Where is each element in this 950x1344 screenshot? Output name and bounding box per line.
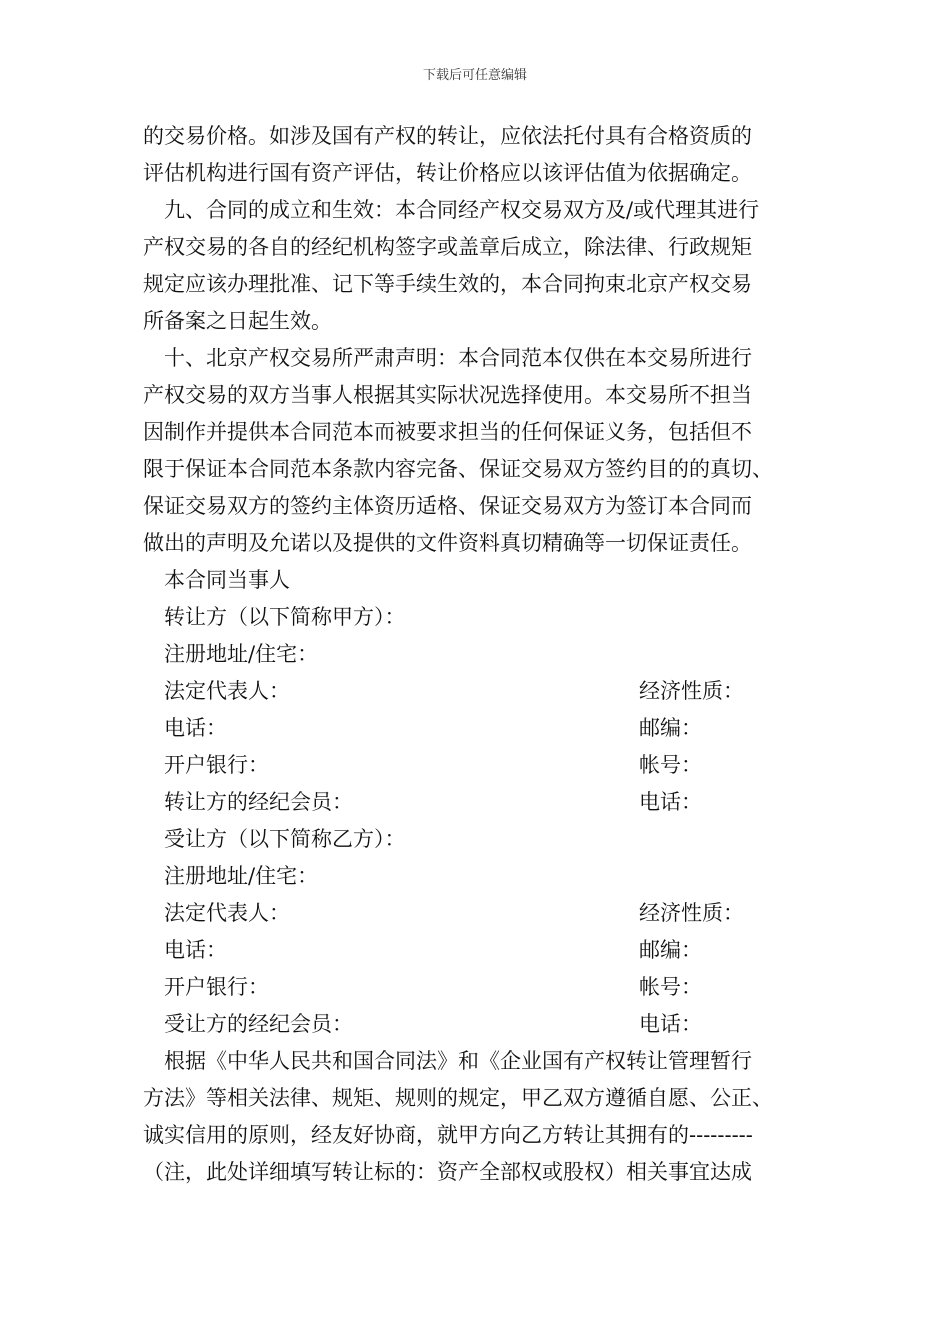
transferee-section: [143, 821, 813, 1043]
paragraph-basis: [143, 1043, 813, 1191]
parties-title: 本合同当事人: [164, 568, 290, 592]
text-line: 评估机构进行国有资产评估，转让价格应以该评估值为依据确定。: [143, 161, 752, 185]
field-label: 开户银行：: [164, 975, 269, 999]
text-line: 十、北京产权交易所严肃声明：本合同范本仅供在本交易所进行: [164, 346, 752, 370]
transferor-title: 转让方（以下简称甲方）：: [164, 605, 406, 629]
text-line: 所备案之日起生效。: [143, 309, 332, 333]
form-row: [143, 895, 813, 932]
transferor-address-label: 注册地址/住宅：: [164, 642, 319, 666]
field-label: 电话：: [639, 1012, 702, 1036]
field-label: 电话：: [164, 716, 227, 740]
field-label: 邮编：: [639, 716, 702, 740]
paragraph-clause-nine: [143, 192, 813, 340]
text-line: 的交易价格。如涉及国有产权的转让，应依法托付具有合格资质的: [143, 124, 752, 148]
form-row: [143, 932, 813, 969]
transferor-section: [143, 599, 813, 821]
field-label: 帐号：: [639, 753, 702, 777]
field-label: 经济性质：: [639, 901, 744, 925]
text-line: 根据《中华人民共和国合同法》和《企业国有产权转让管理暂行: [164, 1049, 752, 1073]
field-label: 电话：: [164, 938, 227, 962]
field-label: 转让方的经纪会员：: [164, 790, 353, 814]
text-line: 保证交易双方的签约主体资历适格、保证交易双方为签订本合同而: [143, 494, 752, 518]
field-label: 经济性质：: [639, 679, 744, 703]
field-label: 受让方的经纪会员：: [164, 1012, 353, 1036]
transferee-address-label: 注册地址/住宅：: [164, 864, 319, 888]
form-row: [143, 710, 813, 747]
form-row: [143, 969, 813, 1006]
text-line: 规定应该办理批准、记下等手续生效的，本合同拘束北京产权交易: [143, 272, 752, 296]
text-line: （注，此处详细填写转让标的：资产全部权或股权）相关事宜达成: [143, 1160, 752, 1184]
field-label: 法定代表人：: [164, 901, 290, 925]
document-body: [143, 118, 813, 1191]
text-line: 做出的声明及允诺以及提供的文件资料真切精确等一切保证责任。: [143, 531, 752, 555]
form-row: [143, 673, 813, 710]
transferee-title: 受让方（以下简称乙方）：: [164, 827, 406, 851]
text-line: 限于保证本合同范本条款内容完备、保证交易双方签约目的的真切、: [143, 457, 773, 481]
form-row: [143, 784, 813, 821]
page-header: 下载后可任意编辑: [422, 68, 527, 83]
text-line: 因制作并提供本合同范本而被要求担当的任何保证义务，包括但不: [143, 420, 752, 444]
field-label: 邮编：: [639, 938, 702, 962]
text-line: 产权交易的各自的经纪机构签字或盖章后成立，除法律、行政规矩: [143, 235, 752, 259]
field-label: 帐号：: [639, 975, 702, 999]
field-label: 开户银行：: [164, 753, 269, 777]
text-line: 九、合同的成立和生效：本合同经产权交易双方及/或代理其进行: [164, 198, 760, 222]
field-label: 法定代表人：: [164, 679, 290, 703]
text-line: 方法》等相关法律、规矩、规则的规定，甲乙双方遵循自愿、公正、: [143, 1086, 773, 1110]
text-line: 诚实信用的原则，经友好协商，就甲方向乙方转让其拥有的---------: [143, 1123, 753, 1147]
paragraph-clause-ten: [143, 340, 813, 562]
text-line: 产权交易的双方当事人根据其实际状况选择使用。本交易所不担当: [143, 383, 752, 407]
field-label: 电话：: [639, 790, 702, 814]
paragraph-price: [143, 118, 813, 192]
form-row: [143, 747, 813, 784]
form-row: [143, 1006, 813, 1043]
